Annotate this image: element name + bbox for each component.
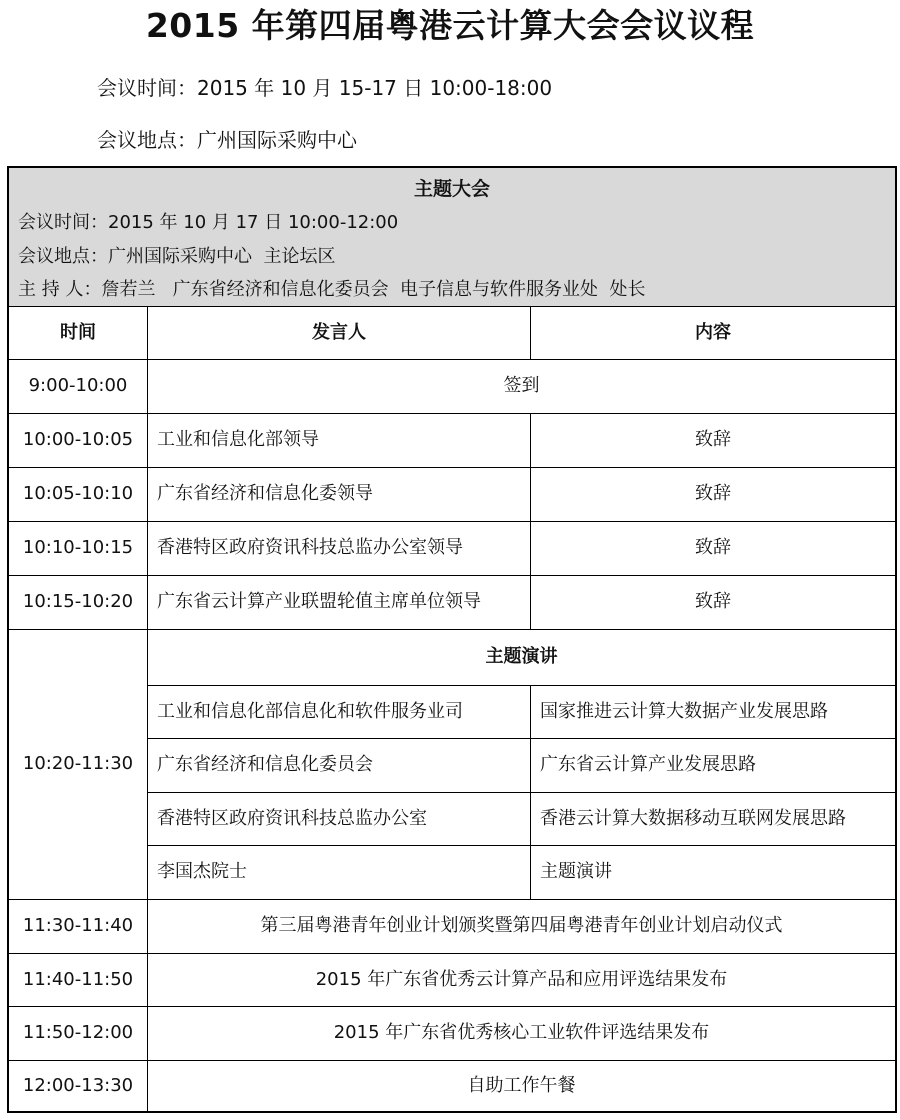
- page-title: 2015 年第四届粤港云计算大会会议议程: [145, 6, 755, 45]
- row-speaker: 广东省经济和信息化委领导: [157, 483, 373, 504]
- row-content: 致辞: [695, 537, 731, 558]
- row-content: 致辞: [695, 429, 731, 450]
- row-divider: [9, 359, 895, 360]
- row-divider: [148, 845, 895, 846]
- column-divider: [147, 307, 148, 1111]
- row-time: 11:50-12:00: [22, 1022, 134, 1043]
- row-time: 10:05-10:10: [22, 483, 134, 504]
- row-divider: [9, 953, 895, 954]
- row-time: 10:10-10:15: [22, 537, 134, 558]
- column-divider: [530, 413, 531, 629]
- row-time: 10:15-10:20: [22, 591, 134, 612]
- keynote-content: 广东省云计算产业发展思路: [540, 754, 756, 775]
- keynote-speaker: 工业和信息化部信息化和软件服务业司: [157, 700, 463, 722]
- session-title: 主题大会: [413, 178, 490, 200]
- row-merged-item: 2015 年广东省优秀云计算产品和应用评选结果发布: [315, 968, 728, 990]
- keynote-title: 主题演讲: [485, 646, 558, 667]
- row-time: 11:30-11:40: [22, 915, 134, 936]
- column-divider: [530, 685, 531, 899]
- row-divider: [148, 792, 895, 793]
- row-divider: [9, 1006, 895, 1007]
- session-place: 会议地点：广州国际采购中心 主论坛区: [18, 246, 336, 267]
- keynote-content: 主题演讲: [540, 861, 612, 882]
- row-merged-item: 第三届粤港青年创业计划颁奖暨第四届粤港青年创业计划启动仪式: [260, 915, 783, 936]
- keynote-speaker: 李国杰院士: [157, 861, 247, 882]
- row-divider: [148, 738, 895, 739]
- column-divider: [530, 307, 531, 359]
- row-divider: [9, 899, 895, 900]
- row-divider: [148, 685, 895, 686]
- row-merged-item: 自助工作午餐: [467, 1074, 576, 1096]
- row-content: 致辞: [695, 591, 731, 612]
- column-header-speaker: 发言人: [312, 322, 366, 343]
- row-speaker: 工业和信息化部领导: [157, 429, 319, 450]
- row-divider: [9, 467, 895, 468]
- keynote-speaker: 广东省经济和信息化委员会: [157, 754, 373, 775]
- row-divider: [9, 521, 895, 522]
- meeting-time: 会议时间：2015 年 10 月 15-17 日 10:00-18:00: [97, 76, 553, 100]
- row-speaker: 广东省云计算产业联盟轮值主席单位领导: [157, 591, 481, 612]
- row-speaker: 香港特区政府资讯科技总监办公室领导: [157, 537, 463, 558]
- row-content: 致辞: [695, 483, 731, 504]
- row-divider: [9, 413, 895, 414]
- row-time: 9:00-10:00: [28, 375, 128, 396]
- keynote-speaker: 香港特区政府资讯科技总监办公室: [157, 807, 427, 829]
- session-host: 主 持 人：詹若兰 广东省经济和信息化委员会 电子信息与软件服务业处 处长: [18, 279, 646, 300]
- row-time: 10:00-10:05: [22, 429, 134, 450]
- session-header: [9, 168, 895, 307]
- column-header-content: 内容: [695, 322, 731, 343]
- row-divider: [9, 1060, 895, 1061]
- row-divider: [9, 575, 895, 576]
- meeting-place: 会议地点：广州国际采购中心: [97, 128, 357, 152]
- keynote-time: 10:20-11:30: [22, 753, 134, 774]
- keynote-content: 香港云计算大数据移动互联网发展思路: [540, 807, 846, 829]
- row-merged-item: 签到: [503, 375, 540, 396]
- row-merged-item: 2015 年广东省优秀核心工业软件评选结果发布: [333, 1022, 710, 1043]
- keynote-content: 国家推进云计算大数据产业发展思路: [540, 700, 828, 722]
- session-time: 会议时间：2015 年 10 月 17 日 10:00-12:00: [18, 212, 399, 233]
- agenda-table: [7, 166, 897, 1113]
- row-divider: [9, 629, 895, 630]
- row-time: 12:00-13:30: [22, 1074, 134, 1096]
- column-header-time: 时间: [60, 322, 96, 343]
- row-time: 11:40-11:50: [22, 968, 134, 990]
